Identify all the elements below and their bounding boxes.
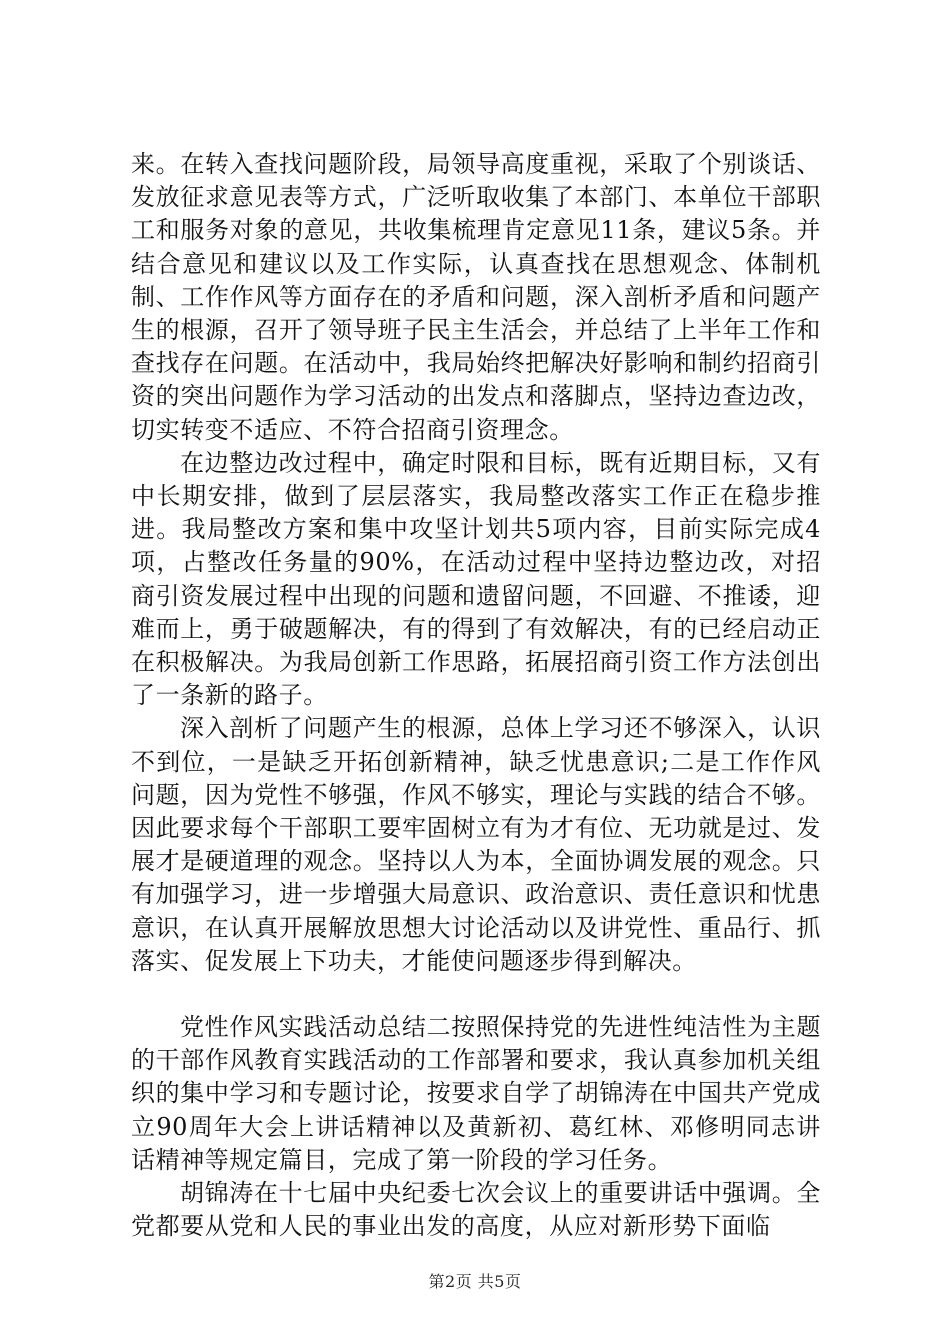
paragraph-4: 党性作风实践活动总结二按照保持党的先进性纯洁性为主题的干部作风教育实践活动的工作部署和要求，我认真参加机关组织的集中学习和专题讨论，按要求自学了胡锦涛在中国共产党成立90周年大会上讲话精神以及黄新初、葛红林、邓修明同志讲话精神等规定篇目，完成了第一阶段的学习任务。 <box>131 1013 821 1174</box>
paragraph-1: 来。在转入查找问题阶段，局领导高度重视，采取了个别谈话、发放征求意见表等方式，广泛听取收集了本部门、本单位干部职工和服务对象的意见，共收集梳理肯定意见11条，建议5条。并结合意见和建议以及工作实际，认真查找在思想观念、体制机制、工作作风等方面存在的矛盾和问题，深入剖析矛盾和问题产生的根源，召开了领导班子民主生活会，并总结了上半年工作和查找存在问题。在活动中，我局始终把解决好影响和制约招商引资的突出问题作为学习活动的出发点和落脚点，坚持边查边改，切实转变不适应、不符合招商引资理念。 <box>131 150 821 444</box>
document-body <box>131 148 821 1244</box>
paragraph-3: 深入剖析了问题产生的根源，总体上学习还不够深入，认识不到位，一是缺乏开拓创新精神，缺乏忧患意识;二是工作作风问题，因为党性不够强，作风不够实，理论与实践的结合不够。因此要求每个干部职工要牢固树立有为才有位、无功就是过、发展才是硬道理的观念。坚持以人为本，全面协调发展的观念。只有加强学习，进一步增强大局意识、政治意识、责任意识和忧患意识，在认真开展解放思想大讨论活动以及讲党性、重品行、抓落实、促发展上下功夫，才能使问题逐步得到解决。 <box>131 714 821 975</box>
paragraph-5: 胡锦涛在十七届中央纪委七次会议上的重要讲话中强调。全党都要从党和人民的事业出发的高度，从应对新形势下面临 <box>131 1179 821 1241</box>
paragraph-2: 在边整边改过程中，确定时限和目标，既有近期目标，又有中长期安排，做到了层层落实，我局整改落实工作正在稳步推进。我局整改方案和集中攻坚计划共5项内容，目前实际完成4项，占整改任务量的90%，在活动过程中坚持边整边改，对招商引资发展过程中出现的问题和遗留问题，不回避、不推诿，迎难而上，勇于破题解决，有的得到了有效解决，有的已经启动正在积极解决。为我局创新工作思路，拓展招商引资工作方法创出了一条新的路子。 <box>131 448 821 710</box>
paragraph-gap <box>131 978 821 1011</box>
page-footer: 第2页 共5页 <box>428 1272 522 1291</box>
